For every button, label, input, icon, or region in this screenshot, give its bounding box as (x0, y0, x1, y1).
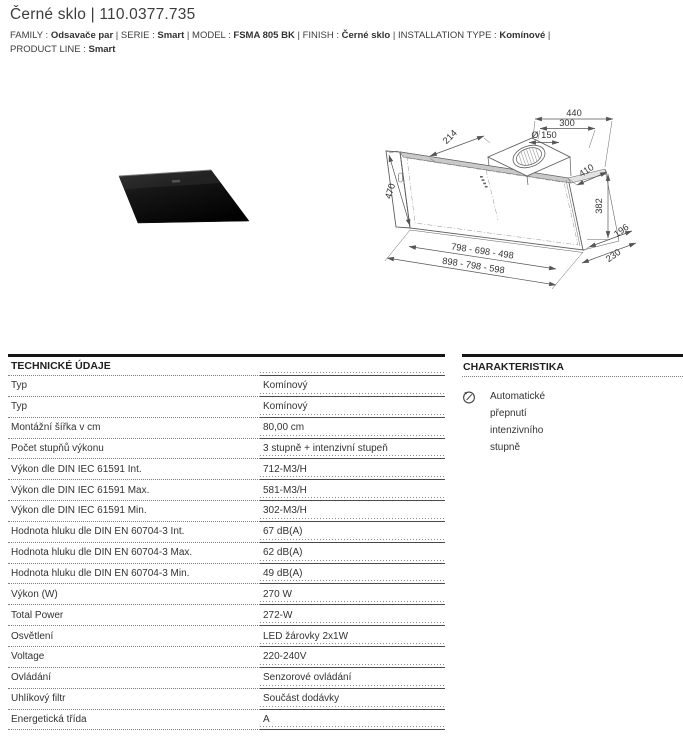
spec-value: A (260, 710, 445, 731)
product-meta (10, 29, 676, 57)
spec-row (8, 522, 445, 543)
meta-label: MODEL : (192, 30, 234, 41)
spec-label: Ovládání (8, 668, 260, 689)
spec-row (8, 418, 445, 439)
meta-value: Černé sklo (341, 30, 391, 41)
dim-upper-right-depth: 410 (577, 162, 596, 179)
spec-label: Hodnota hluku dle DIN EN 60704-3 Max. (8, 543, 260, 564)
meta-label: FAMILY : (10, 30, 51, 41)
mount-detail (399, 173, 403, 182)
spec-label: Total Power (8, 605, 260, 626)
dimension-drawing (383, 95, 683, 295)
spec-table (8, 354, 445, 730)
spec-row (8, 480, 445, 501)
meta-separator: | (113, 30, 121, 41)
spec-row (8, 459, 445, 480)
dim-lower-depth: 196 (612, 221, 631, 240)
page-title: Černé sklo | 110.0377.735 (10, 6, 196, 23)
meta-label: FINISH : (302, 30, 342, 41)
spec-value: Senzorové ovládání (260, 668, 445, 689)
spec-value: Komínový (260, 376, 445, 397)
spec-value: 49 dB(A) (260, 564, 445, 585)
meta-line (10, 29, 676, 43)
dim-glass-widths: 798 - 698 - 498 (450, 241, 515, 261)
spec-table-header-spacer (260, 357, 445, 376)
meta-separator: | (545, 30, 551, 41)
spec-value: 80,00 cm (260, 418, 445, 439)
dim-total-widths: 898 - 798 - 598 (441, 255, 506, 276)
meta-separator: | (184, 30, 193, 41)
spec-value: 270 W (260, 584, 445, 605)
spec-label: Počet stupňů výkonu (8, 439, 260, 460)
hood-photo-graphic (100, 150, 280, 270)
meta-separator: | (390, 30, 398, 41)
spec-value: Komínový (260, 397, 445, 418)
spec-label: Osvětlení (8, 626, 260, 647)
spec-value: 712-M3/H (260, 459, 445, 480)
dim-inner-width: 300 (559, 118, 575, 128)
brand-mark (172, 180, 180, 183)
meta-label: INSTALLATION TYPE : (397, 30, 500, 41)
meta-value: Smart (157, 30, 185, 41)
dim-duct-diameter: Ø 150 (531, 130, 557, 140)
spec-label: Výkon dle DIN IEC 61591 Min. (8, 501, 260, 522)
spec-row (8, 584, 445, 605)
spec-label: Hodnota hluku dle DIN EN 60704-3 Int. (8, 522, 260, 543)
dim-wall-height: 382 (594, 198, 604, 214)
spec-label: Hodnota hluku dle DIN EN 60704-3 Min. (8, 564, 260, 585)
spec-row (8, 668, 445, 689)
spec-row (8, 501, 445, 522)
spec-row (8, 397, 445, 418)
spec-label: Výkon dle DIN IEC 61591 Max. (8, 480, 260, 501)
spec-row (8, 710, 445, 731)
meta-value: FSMA 805 BK (233, 30, 295, 41)
technical-drawing (383, 95, 683, 295)
spec-row (8, 439, 445, 460)
dim-bottom-depth: 230 (604, 246, 623, 265)
spec-label: Výkon (W) (8, 584, 260, 605)
spec-row (8, 626, 445, 647)
meta-value: Komínové (499, 30, 546, 41)
characteristics-panel (462, 354, 683, 456)
characteristic-text: Automatické přepnutí intenzivního stupně (490, 391, 546, 453)
meta-value: Smart (88, 44, 116, 55)
spec-value: 62 dB(A) (260, 543, 445, 564)
spec-value: 272-W (260, 605, 445, 626)
spec-table-title: TECHNICKÉ ÚDAJE (8, 357, 260, 376)
spec-value: 302-M3/H (260, 501, 445, 522)
spec-label: Uhlíkový filtr (8, 689, 260, 710)
spec-label: Výkon dle DIN IEC 61591 Int. (8, 459, 260, 480)
spec-value: LED žárovky 2x1W (260, 626, 445, 647)
spec-table-header (8, 357, 445, 376)
spec-row (8, 376, 445, 397)
spec-value: 581-M3/H (260, 480, 445, 501)
spec-label: Voltage (8, 647, 260, 668)
spec-value: Součást dodávky (260, 689, 445, 710)
spec-label: Montážní šířka v cm (8, 418, 260, 439)
characteristics-title: CHARAKTERISTIKA (462, 357, 683, 377)
spec-value: 3 stupně + intenzivní stupeň (260, 439, 445, 460)
spec-value: 220-240V (260, 647, 445, 668)
characteristic-item (462, 388, 683, 456)
spec-row (8, 605, 445, 626)
spec-row (8, 689, 445, 710)
dim-top-depth: 214 (440, 127, 459, 146)
spec-row (8, 647, 445, 668)
spec-row (8, 564, 445, 585)
spec-label: Typ (8, 376, 260, 397)
spec-rows (8, 376, 445, 730)
meta-separator: | (294, 30, 303, 41)
spec-value: 67 dB(A) (260, 522, 445, 543)
meta-line (10, 43, 676, 57)
meta-label: PRODUCT LINE : (10, 44, 89, 55)
product-photo (100, 150, 280, 270)
spec-row (8, 543, 445, 564)
timer-icon (462, 388, 490, 456)
dim-glass-height: 470 (383, 182, 398, 201)
spec-label: Typ (8, 397, 260, 418)
dim-top-width: 440 (566, 108, 582, 118)
meta-value: Odsavače par (50, 30, 114, 41)
spec-label: Energetická třída (8, 710, 260, 731)
meta-label: SERIE : (120, 30, 158, 41)
